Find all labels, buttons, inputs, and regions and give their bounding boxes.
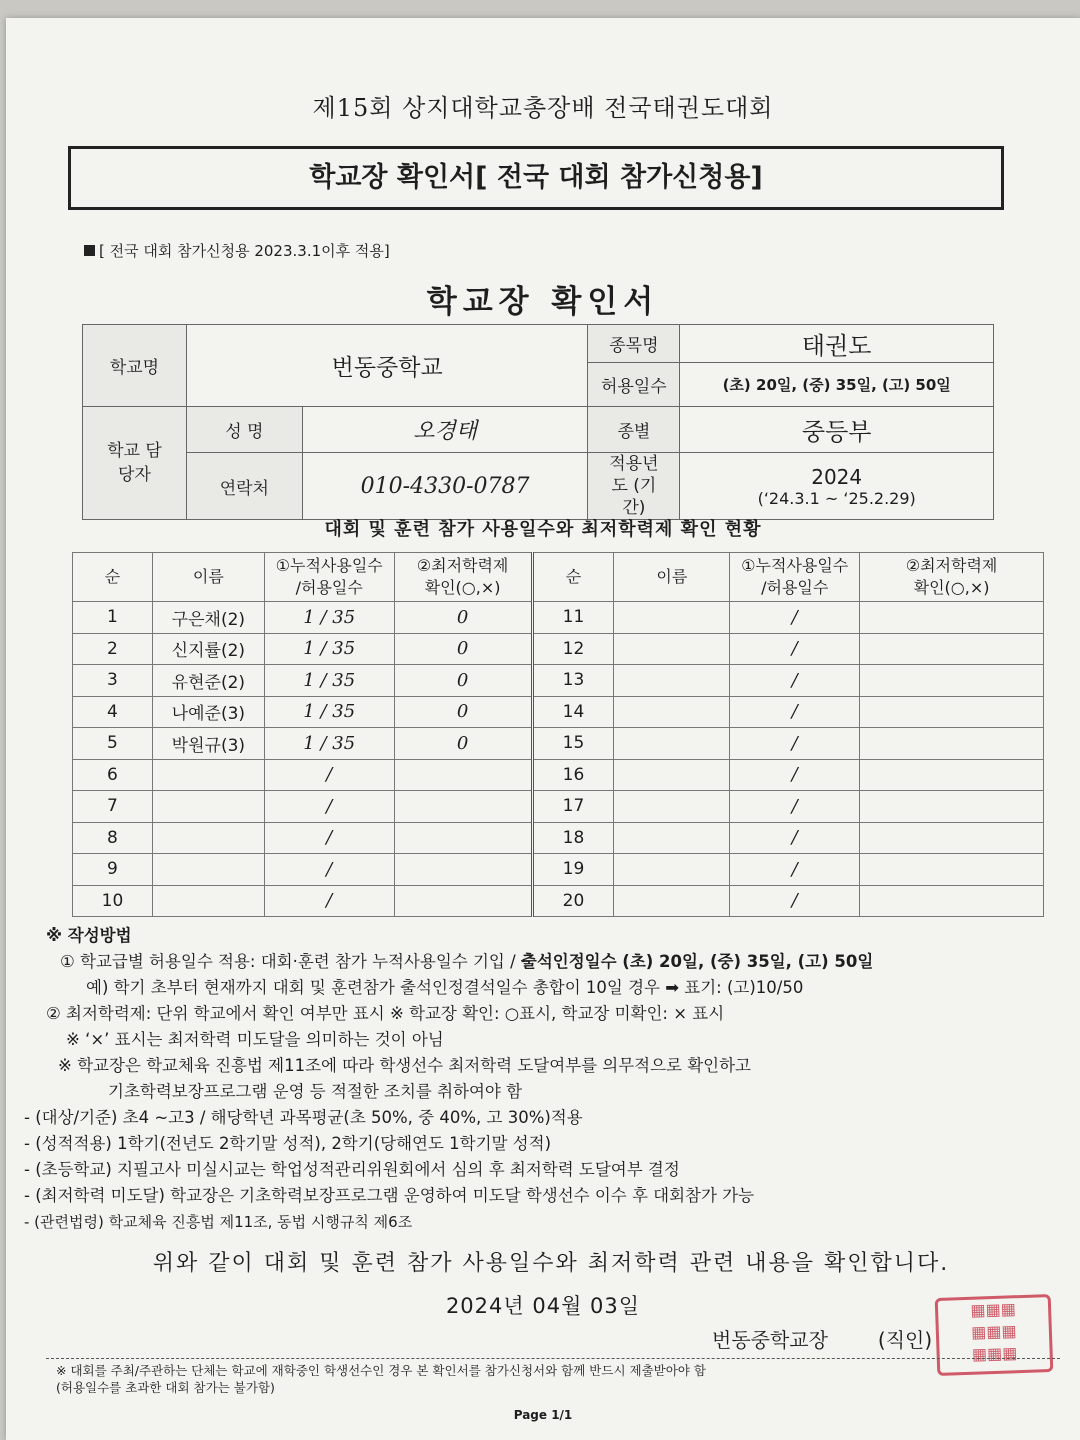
header-days: ①누적사용일수 /허용일수 [730, 553, 860, 602]
header-name: 이름 [614, 553, 730, 602]
allowed-days-label: 허용일수 [588, 363, 680, 407]
academic-check [860, 665, 1044, 697]
row-number: 10 [73, 885, 153, 917]
academic-check: 0 [394, 696, 532, 728]
days-used: / [730, 728, 860, 760]
row-number: 11 [532, 602, 614, 634]
notice-text: [ 전국 대회 참가신청용 2023.3.1이후 적용] [99, 242, 390, 260]
year-value: 2024 [811, 464, 863, 489]
banner-title: 학교장 확인서[ 전국 대회 참가신청용] [68, 146, 1004, 210]
note-1: ① 학교급별 허용일수 적용: 대회·훈련 참가 누적사용일수 기입 / 출석인정일수 (초) 20일, (중) 35일, (고) 50일 [60, 952, 874, 971]
days-used: / [264, 885, 394, 917]
notice-line [84, 240, 390, 261]
header-check: ②최저학력제 확인(○,×) [860, 553, 1044, 602]
header-name: 이름 [152, 553, 264, 602]
academic-check [860, 696, 1044, 728]
row-number: 1 [73, 602, 153, 634]
participant-name [614, 665, 730, 697]
row-number: 2 [73, 633, 153, 665]
row-number: 17 [532, 791, 614, 823]
table-row [73, 759, 1044, 791]
note-2: ② 최저학력제: 단위 학교에서 확인 여부만 표시 ※ 학교장 확인: ○표시, 학교장 미확인: × 표시 [46, 1004, 725, 1023]
participant-name [614, 633, 730, 665]
row-number: 9 [73, 854, 153, 886]
row-number: 20 [532, 885, 614, 917]
participant-name [152, 759, 264, 791]
page-number: Page 1/1 [513, 1408, 573, 1422]
academic-check: 0 [394, 633, 532, 665]
detail-1: - (대상/기준) 초4 ~고3 / 해당학년 과목평균(초 50%, 중 40%, 고 30%)적용 [24, 1108, 583, 1127]
days-used: / [730, 696, 860, 728]
participant-name [614, 759, 730, 791]
academic-check [860, 759, 1044, 791]
participant-name: 나예준(3) [152, 696, 264, 728]
table-row [73, 885, 1044, 917]
status-subtitle: 대회 및 훈련 참가 사용일수와 최저학력제 확인 현황 [324, 519, 762, 540]
participant-name [614, 728, 730, 760]
detail-2: - (성적적용) 1학기(전년도 2학기말 성적), 2학기(당해연도 1학기말 성적) [24, 1134, 552, 1153]
header-days: ①누적사용일수 /허용일수 [264, 553, 394, 602]
instructions [24, 923, 1056, 1235]
participant-name [152, 854, 264, 886]
row-number: 4 [73, 696, 153, 728]
footer-divider [46, 1358, 1060, 1359]
participants-table [72, 552, 1044, 917]
table-row [73, 791, 1044, 823]
footnote-2: (허용일수를 초과한 대회 참가는 불가함) [56, 1380, 275, 1395]
days-used: / [730, 854, 860, 886]
participant-name [614, 696, 730, 728]
days-used: / [730, 759, 860, 791]
academic-check [860, 633, 1044, 665]
days-used: 1 / 35 [264, 602, 394, 634]
row-number: 12 [532, 633, 614, 665]
academic-check: 0 [394, 602, 532, 634]
footnote [56, 1362, 1056, 1396]
note-4-cont: 기초학력보장프로그램 운영 등 적절한 조치를 취하여야 함 [108, 1082, 523, 1101]
days-used: / [730, 791, 860, 823]
academic-check [860, 791, 1044, 823]
academic-check [394, 854, 532, 886]
row-number: 6 [73, 759, 153, 791]
days-used: / [264, 759, 394, 791]
days-used: / [730, 822, 860, 854]
contact-person-label: 학교 담당자 [83, 407, 187, 520]
allowed-days-value: (초) 20일, (중) 35일, (고) 50일 [680, 363, 994, 407]
days-used: / [264, 854, 394, 886]
division-label: 종별 [588, 407, 680, 453]
academic-check: 0 [394, 728, 532, 760]
year-label: 적용년도 (기간) [588, 453, 680, 520]
detail-5: - (관련법령) 학교체육 진흥법 제11조, 동법 시행규칙 제6조 [24, 1213, 413, 1231]
sport-value: 태권도 [680, 325, 994, 363]
row-number: 3 [73, 665, 153, 697]
event-title: 제15회 상지대학교총장배 전국태권도대회 [312, 94, 774, 122]
table-row [73, 665, 1044, 697]
name-value: 오경태 [302, 407, 588, 453]
footnote-1: ※ 대회를 주최/주관하는 단체는 학교에 재학중인 학생선수인 경우 본 확인서를 참가신청서와 함께 반드시 제출받아야 함 [56, 1363, 706, 1378]
school-name-label: 학교명 [83, 325, 187, 407]
participant-name [614, 822, 730, 854]
principal-signature: 번동중학교장 [712, 1328, 828, 1352]
participant-name [614, 885, 730, 917]
note-1-example: 예) 학기 초부터 현재까지 대회 및 훈련참가 출석인정결석일수 총합이 10일 경우 ➡ 표기: (고)10/50 [86, 978, 804, 997]
academic-check [394, 885, 532, 917]
table-row [73, 854, 1044, 886]
table-row [73, 696, 1044, 728]
table-row [73, 602, 1044, 634]
academic-check [394, 791, 532, 823]
seal-label: (직인) [877, 1328, 933, 1352]
participant-name [614, 602, 730, 634]
participant-name: 신지률(2) [152, 633, 264, 665]
participant-name: 박원규(3) [152, 728, 264, 760]
row-number: 5 [73, 728, 153, 760]
days-used: 1 / 35 [264, 728, 394, 760]
row-number: 7 [73, 791, 153, 823]
signature-line [712, 1324, 932, 1353]
document-title: 학교장 확인서 [426, 284, 660, 320]
days-used: 1 / 35 [264, 633, 394, 665]
name-label: 성 명 [186, 407, 302, 453]
header-no: 순 [532, 553, 614, 602]
header-no: 순 [73, 553, 153, 602]
school-name-value: 번동중학교 [186, 325, 588, 407]
participant-name [614, 791, 730, 823]
year-cell [680, 453, 994, 520]
note-3: ※ ‘×’ 표시는 최저학력 미도달을 의미하는 것이 아님 [66, 1030, 444, 1049]
row-number: 19 [532, 854, 614, 886]
participant-name: 구은채(2) [152, 602, 264, 634]
academic-check [860, 822, 1044, 854]
detail-4: - (최저학력 미도달) 학교장은 기초학력보장프로그램 운영하여 미도달 학생선수 이수 후 대회참가 가능 [24, 1186, 755, 1205]
phone-value: 010-4330-0787 [302, 453, 588, 520]
days-used: / [730, 633, 860, 665]
academic-check [394, 759, 532, 791]
issue-date: 2024년 04월 03일 [445, 1294, 641, 1318]
days-used: / [730, 885, 860, 917]
document-page [6, 18, 1080, 1440]
table-row [73, 633, 1044, 665]
detail-3: - (초등학교) 지필고사 미실시교는 학업성적관리위원회에서 심의 후 최저학력 도달여부 결정 [24, 1160, 680, 1179]
note-4: ※ 학교장은 학교체육 진흥법 제11조에 따라 학생선수 최저학력 도달여부를 의무적으로 확인하고 [58, 1056, 751, 1075]
academic-check [860, 885, 1044, 917]
sport-label: 종목명 [588, 325, 680, 363]
participant-name: 유현준(2) [152, 665, 264, 697]
academic-check [860, 728, 1044, 760]
row-number: 8 [73, 822, 153, 854]
info-table [82, 324, 994, 520]
days-used: / [264, 822, 394, 854]
participant-name [152, 885, 264, 917]
row-number: 14 [532, 696, 614, 728]
days-used: / [730, 602, 860, 634]
division-value: 중등부 [680, 407, 994, 453]
row-number: 13 [532, 665, 614, 697]
days-used: / [264, 791, 394, 823]
academic-check [860, 854, 1044, 886]
row-number: 18 [532, 822, 614, 854]
row-number: 15 [532, 728, 614, 760]
days-used: / [730, 665, 860, 697]
row-number: 16 [532, 759, 614, 791]
participant-name [152, 822, 264, 854]
header-check: ②최저학력제 확인(○,×) [394, 553, 532, 602]
participant-name [152, 791, 264, 823]
academic-check: 0 [394, 665, 532, 697]
table-row [73, 728, 1044, 760]
period-value: (‘24.3.1 ~ ‘25.2.29) [757, 488, 916, 508]
table-row [73, 822, 1044, 854]
academic-check [860, 602, 1044, 634]
academic-check [394, 822, 532, 854]
days-used: 1 / 35 [264, 696, 394, 728]
black-square-icon [84, 245, 95, 256]
days-used: 1 / 35 [264, 665, 394, 697]
phone-label: 연락처 [186, 453, 302, 520]
official-seal-stamp: ▦▦▦ ▦▦▦ ▦▦▦ [935, 1294, 1054, 1376]
participant-name [614, 854, 730, 886]
confirmation-statement: 위와 같이 대회 및 훈련 참가 사용일수와 최저학력 관련 내용을 확인합니다. [152, 1251, 950, 1276]
notes-heading: ※ 작성방법 [46, 926, 132, 945]
